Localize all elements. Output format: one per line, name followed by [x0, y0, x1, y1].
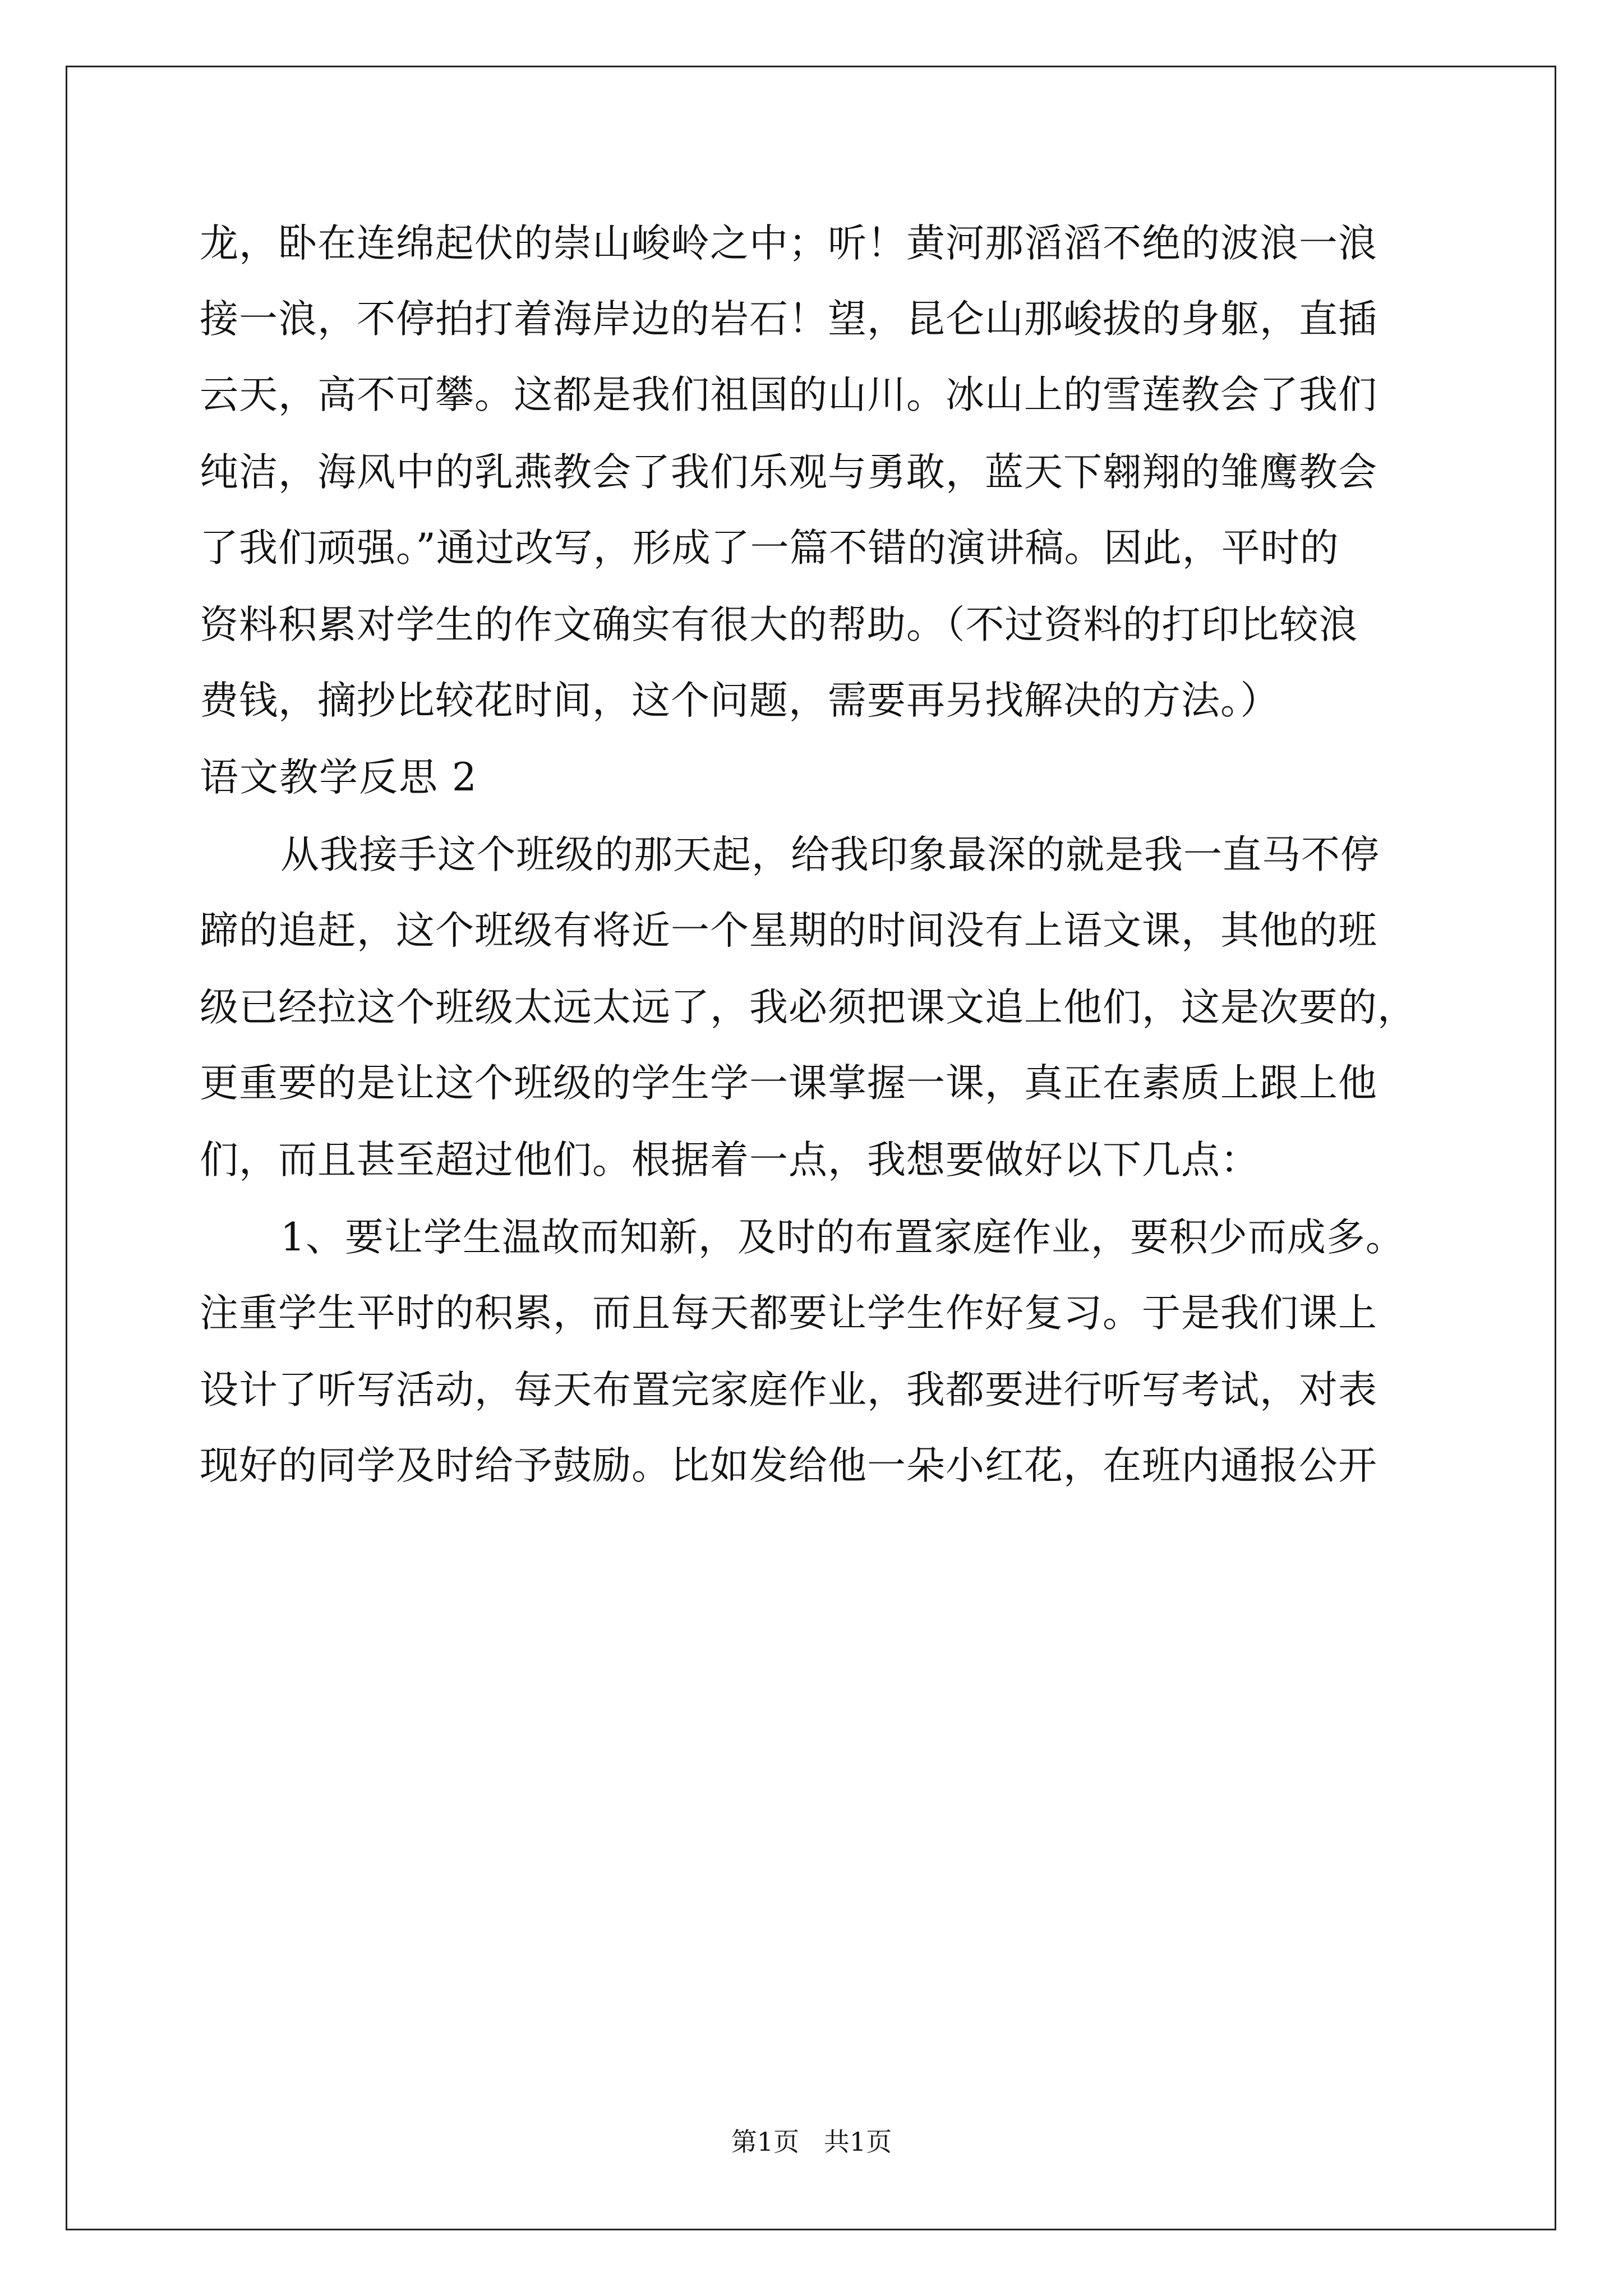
text-line: 1、要让学生温故而知新，及时的布置家庭作业，要积少而成多。	[280, 1215, 1405, 1260]
text-line: 现好的同学及时给予鼓励。比如发给他一朵小红花，在班内通报公开	[200, 1443, 1377, 1488]
text-line: 蹄的追赶，这个班级有将近一个星期的时间没有上语文课，其他的班	[200, 908, 1377, 953]
text-line: 龙，卧在连绵起伏的崇山峻岭之中；听！黄河那滔滔不绝的波浪一浪	[200, 221, 1377, 266]
text-line: 注重学生平时的积累，而且每天都要让学生作好复习。于是我们课上	[200, 1291, 1377, 1336]
text-line: 们，而且甚至超过他们。根据着一点，我想要做好以下几点：	[200, 1138, 1260, 1182]
text-line: 纯洁，海风中的乳燕教会了我们乐观与勇敢，蓝天下翱翔的雏鹰教会	[200, 450, 1377, 495]
text-line: 更重要的是让这个班级的学生学一课掌握一课，真正在素质上跟上他	[200, 1061, 1377, 1106]
text-line: 了我们顽强。”通过改写，形成了一篇不错的演讲稿。因此，平时的	[200, 526, 1339, 570]
section-title: 语文教学反思 2	[200, 755, 478, 800]
text-line: 云天，高不可攀。这都是我们祖国的山川。冰山上的雪莲教会了我们	[200, 372, 1377, 417]
text-line: 从我接手这个班级的那天起，给我印象最深的就是我一直马不停	[280, 832, 1380, 877]
text-line: 设计了听写活动，每天布置完家庭作业，我都要进行听写考试，对表	[200, 1368, 1377, 1412]
text-line: 级已经拉这个班级太远太远了，我必须把课文追上他们，这是次要的，	[200, 985, 1417, 1030]
page-footer: 第1页 共1页	[731, 2127, 892, 2157]
text-line: 费钱，摘抄比较花时间，这个问题，需要再另找解决的方法。）	[200, 678, 1280, 723]
text-line: 接一浪，不停拍打着海岸边的岩石！望，昆仑山那峻拔的身躯，直插	[200, 297, 1377, 342]
text-line: 资料积累对学生的作文确实有很大的帮助。（不过资料的打印比较浪	[200, 602, 1358, 647]
